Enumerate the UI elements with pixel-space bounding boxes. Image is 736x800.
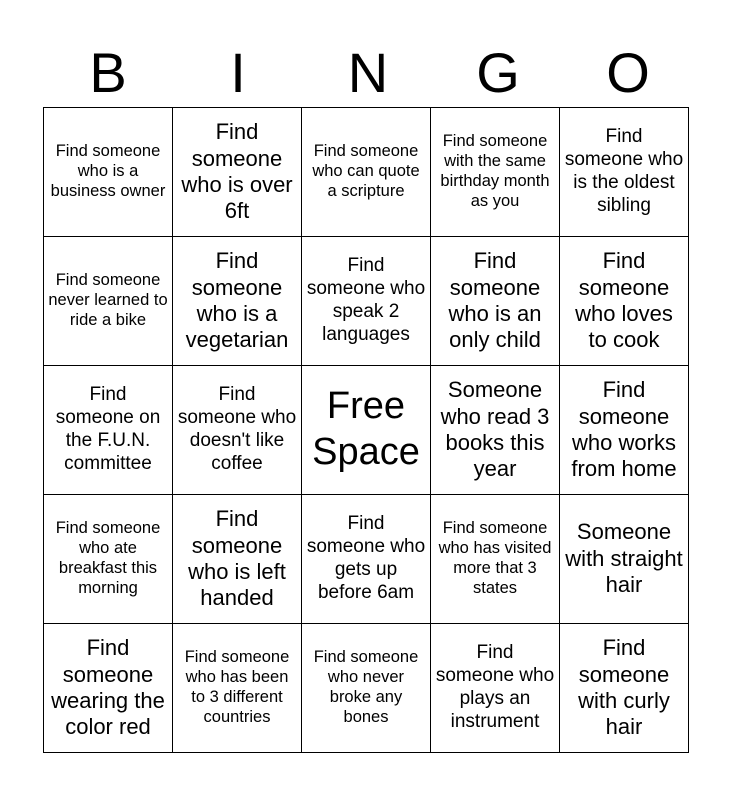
bingo-cell[interactable]: Someone who read 3 books this year [431,366,560,495]
bingo-cell[interactable]: Find someone who never broke any bones [302,624,431,753]
bingo-row [44,624,689,753]
bingo-cell[interactable]: Find someone who doesn't like coffee [173,366,302,495]
bingo-cell[interactable]: Find someone who has visited more that 3 states [431,495,560,624]
bingo-cell[interactable]: Find someone who loves to cook [560,237,689,366]
bingo-cell[interactable]: Find someone who is a vegetarian [173,237,302,366]
bingo-cell[interactable]: Find someone who plays an instrument [431,624,560,753]
bingo-card-grid [43,107,689,753]
bingo-cell[interactable]: Find someone with curly hair [560,624,689,753]
bingo-cell[interactable]: Find someone who is left handed [173,495,302,624]
bingo-cell[interactable]: Find someone who is a business owner [44,108,173,237]
bingo-row [44,366,689,495]
header-letter-g: G [476,41,520,104]
bingo-cell[interactable]: Find someone who is over 6ft [173,108,302,237]
bingo-cell[interactable]: Find someone on the F.U.N. committee [44,366,173,495]
bingo-row [44,237,689,366]
free-space-cell[interactable]: Free Space [302,366,431,495]
bingo-row [44,108,689,237]
bingo-cell[interactable]: Find someone who is the oldest sibling [560,108,689,237]
bingo-header [43,38,693,108]
bingo-cell[interactable]: Find someone with the same birthday month as you [431,108,560,237]
bingo-cell[interactable]: Find someone who ate breakfast this morning [44,495,173,624]
bingo-cell[interactable]: Find someone who speak 2 languages [302,237,431,366]
bingo-cell[interactable]: Find someone wearing the color red [44,624,173,753]
bingo-cell[interactable]: Find someone who is an only child [431,237,560,366]
header-letter-n: N [347,41,389,104]
bingo-cell[interactable]: Find someone who works from home [560,366,689,495]
header-letter-b: B [89,41,127,104]
header-letter-o: O [606,41,650,104]
bingo-cell[interactable]: Find someone who has been to 3 different countries [173,624,302,753]
bingo-row [44,495,689,624]
bingo-cell[interactable]: Find someone who gets up before 6am [302,495,431,624]
bingo-cell[interactable]: Someone with straight hair [560,495,689,624]
bingo-cell[interactable]: Find someone who can quote a scripture [302,108,431,237]
bingo-cell[interactable]: Find someone never learned to ride a bike [44,237,173,366]
header-letter-i: I [230,41,246,104]
